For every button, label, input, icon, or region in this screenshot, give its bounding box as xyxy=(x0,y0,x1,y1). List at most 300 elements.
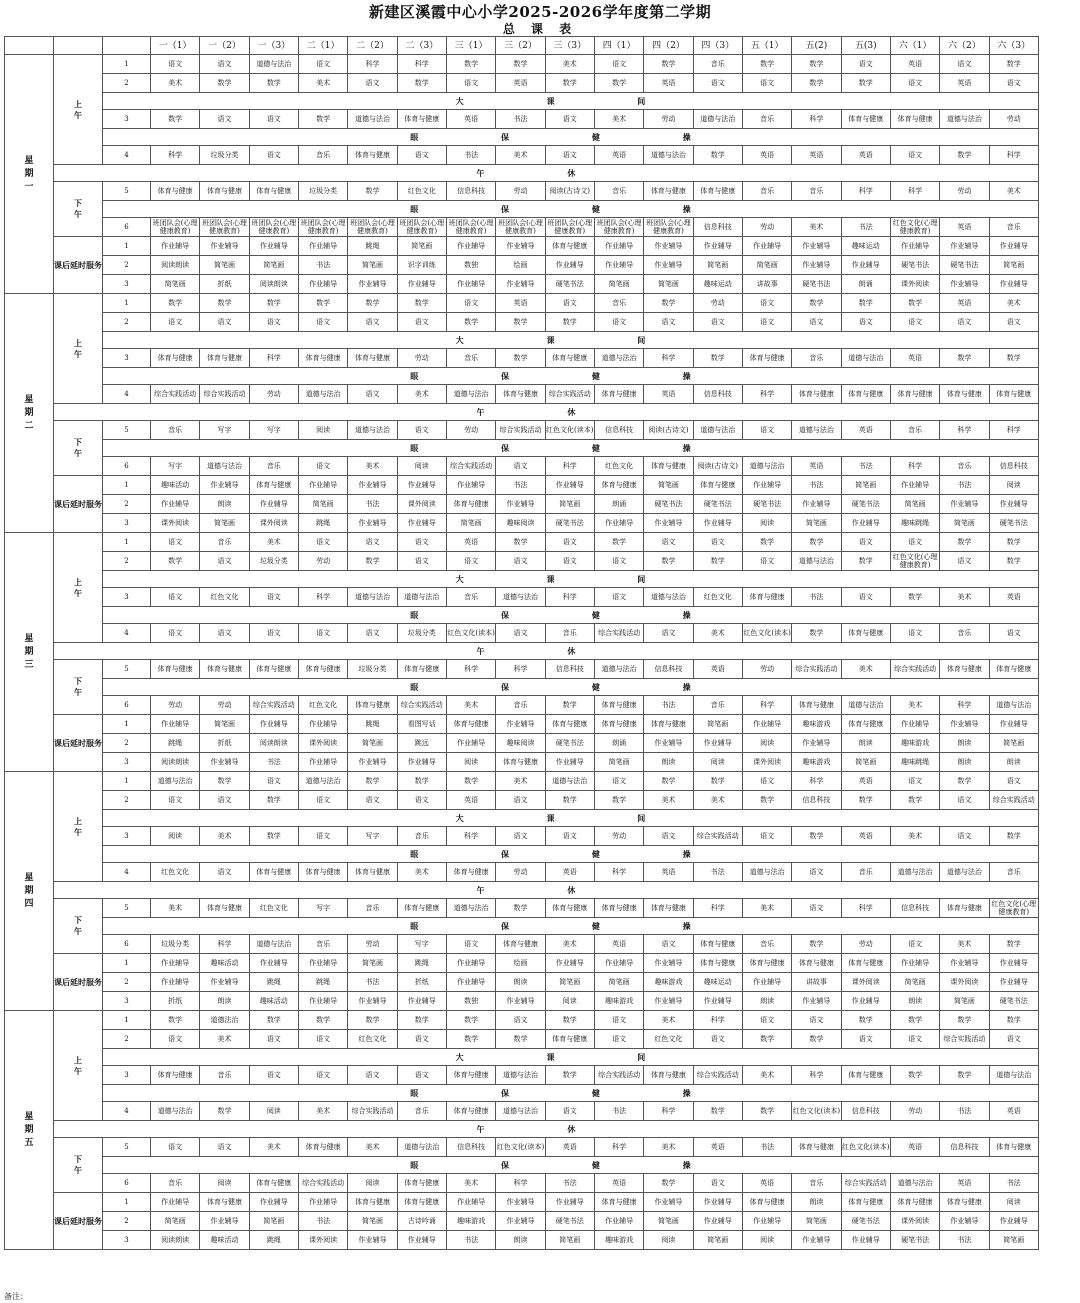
lesson-cell: 语文 xyxy=(742,827,791,846)
lesson-cell: 红色文化 xyxy=(298,696,347,715)
lesson-cell: 语文 xyxy=(989,772,1038,791)
lesson-cell: 阅读 xyxy=(644,1231,693,1250)
period-number: 3 xyxy=(103,514,151,533)
lesson-cell: 跳绳 xyxy=(348,237,397,256)
lesson-cell: 绘画 xyxy=(496,954,545,973)
lesson-cell: 体育与健康 xyxy=(841,624,890,643)
lesson-cell: 语文 xyxy=(594,55,643,74)
lesson-cell: 科学 xyxy=(151,146,200,165)
lesson-cell: 体育与健康 xyxy=(742,1193,791,1212)
lesson-cell: 识字训练 xyxy=(397,256,446,275)
lesson-cell: 科学 xyxy=(298,588,347,607)
lesson-cell: 体育与健康 xyxy=(397,660,446,679)
lesson-cell: 语文 xyxy=(151,1138,200,1157)
lesson-cell: 英语 xyxy=(594,935,643,954)
lesson-cell: 跳远 xyxy=(397,734,446,753)
lesson-cell: 作业辅导 xyxy=(298,753,347,772)
lesson-cell: 课外阅读 xyxy=(890,275,939,294)
lesson-cell: 数学 xyxy=(545,696,594,715)
lesson-cell: 体育与健康 xyxy=(151,1066,200,1085)
lesson-cell: 讲故事 xyxy=(792,973,841,992)
period-number: 2 xyxy=(103,973,151,992)
lesson-cell: 趣味阅读 xyxy=(496,734,545,753)
lesson-cell: 语文 xyxy=(151,588,200,607)
break-label: 眼 保 健 操 xyxy=(103,201,1039,218)
lesson-cell: 数学 xyxy=(890,588,939,607)
lesson-cell: 体育与健康 xyxy=(841,954,890,973)
lesson-cell: 作业辅导 xyxy=(989,237,1038,256)
period-number: 1 xyxy=(103,1193,151,1212)
lesson-cell: 红色文化(心理健康教育) xyxy=(989,899,1038,918)
class-header: 一（3） xyxy=(249,37,298,55)
lesson-cell: 作业辅导 xyxy=(545,1193,594,1212)
lesson-cell: 劳动 xyxy=(940,182,989,201)
lesson-cell: 数学 xyxy=(594,533,643,552)
lesson-cell: 班团队会(心理健康教育) xyxy=(298,218,347,237)
lesson-cell: 硬笔书法 xyxy=(545,1212,594,1231)
lesson-cell: 体育与健康 xyxy=(496,385,545,404)
lesson-cell: 语文 xyxy=(496,457,545,476)
lesson-cell: 作业辅导 xyxy=(841,992,890,1011)
lesson-cell: 班团队会(心理健康教育) xyxy=(348,218,397,237)
lesson-cell: 简笔画 xyxy=(594,753,643,772)
period-row xyxy=(5,1231,1039,1250)
lesson-cell: 趣味活动 xyxy=(151,476,200,495)
session-label-pm: 下 午 xyxy=(54,182,103,237)
lesson-cell: 语文 xyxy=(644,533,693,552)
lesson-cell: 道德与法治 xyxy=(249,55,298,74)
lesson-cell: 语文 xyxy=(890,624,939,643)
lesson-cell: 数学 xyxy=(397,74,446,93)
lesson-cell: 道德与法治 xyxy=(989,1066,1038,1085)
lesson-cell: 综合实践活动 xyxy=(890,660,939,679)
lesson-cell: 体育与健康 xyxy=(397,1193,446,1212)
lesson-cell: 作业辅导 xyxy=(940,237,989,256)
lesson-cell: 综合实践活动 xyxy=(693,827,742,846)
lesson-cell: 道德与法治 xyxy=(446,899,495,918)
lesson-cell: 英语 xyxy=(742,1174,791,1193)
lesson-cell: 语文 xyxy=(298,533,347,552)
lesson-cell: 体育与健康 xyxy=(594,899,643,918)
period-number: 2 xyxy=(103,552,151,571)
lesson-cell: 作业辅导 xyxy=(693,1193,742,1212)
period-row xyxy=(5,421,1039,440)
lesson-cell: 数学 xyxy=(890,1066,939,1085)
lesson-cell: 体育与健康 xyxy=(151,182,200,201)
lesson-cell: 书法 xyxy=(940,476,989,495)
lesson-cell: 科学 xyxy=(594,1138,643,1157)
lesson-cell: 简笔画 xyxy=(989,256,1038,275)
lesson-cell: 综合实践活动 xyxy=(545,385,594,404)
master-timetable xyxy=(4,36,1039,1250)
lesson-cell: 古诗吟诵 xyxy=(397,1212,446,1231)
lesson-cell: 作业辅导 xyxy=(792,992,841,1011)
lesson-cell: 综合实践活动 xyxy=(151,385,200,404)
lesson-cell: 硬笔书法 xyxy=(792,275,841,294)
lesson-cell: 硬笔书法 xyxy=(989,514,1038,533)
lesson-cell: 作业辅导 xyxy=(644,954,693,973)
lesson-cell: 英语 xyxy=(841,772,890,791)
lesson-cell: 趣味运动 xyxy=(693,973,742,992)
session-label-after-school: 课后延时服务 xyxy=(54,954,103,1011)
lesson-cell: 数学 xyxy=(594,74,643,93)
lesson-cell: 简笔画 xyxy=(890,495,939,514)
lesson-cell: 体育与健康 xyxy=(151,349,200,368)
lesson-cell: 简笔画 xyxy=(397,237,446,256)
lesson-cell: 英语 xyxy=(890,1138,939,1157)
lesson-cell: 语文 xyxy=(545,294,594,313)
lesson-cell: 美术 xyxy=(742,1066,791,1085)
lesson-cell: 道德与法治 xyxy=(940,110,989,129)
lesson-cell: 数学 xyxy=(446,1030,495,1049)
lesson-cell: 语文 xyxy=(594,1030,643,1049)
lesson-cell: 作业辅导 xyxy=(200,753,249,772)
lesson-cell: 语文 xyxy=(151,55,200,74)
period-number: 2 xyxy=(103,1030,151,1049)
lesson-cell: 语文 xyxy=(298,55,347,74)
lesson-cell: 语文 xyxy=(940,313,989,332)
lesson-cell: 英语 xyxy=(940,218,989,237)
lesson-cell: 课外阅读 xyxy=(151,514,200,533)
period-number: 1 xyxy=(103,294,151,313)
lesson-cell: 数学 xyxy=(397,1011,446,1030)
lesson-cell: 简笔画 xyxy=(446,514,495,533)
lesson-cell: 综合实践活动 xyxy=(841,1174,890,1193)
lesson-cell: 道德与法治 xyxy=(594,660,643,679)
period-row xyxy=(5,275,1039,294)
lesson-cell: 简笔画 xyxy=(545,1231,594,1250)
lesson-cell: 硬笔书法 xyxy=(545,514,594,533)
lesson-cell: 作业辅导 xyxy=(151,715,200,734)
lesson-cell: 作业辅导 xyxy=(841,256,890,275)
lesson-cell: 体育与健康 xyxy=(644,1066,693,1085)
lesson-cell: 美术 xyxy=(446,1174,495,1193)
lesson-cell: 简笔画 xyxy=(644,275,693,294)
break-row xyxy=(5,571,1039,588)
lesson-cell: 综合实践活动 xyxy=(693,1066,742,1085)
lesson-cell: 课外阅读 xyxy=(298,1231,347,1250)
lesson-cell: 英语 xyxy=(594,1174,643,1193)
lesson-cell: 体育与健康 xyxy=(841,715,890,734)
lesson-cell: 班团队会(心理健康教育) xyxy=(249,218,298,237)
lesson-cell: 跳绳 xyxy=(249,1231,298,1250)
lesson-cell: 科学 xyxy=(348,55,397,74)
lesson-cell: 体育与健康 xyxy=(693,935,742,954)
lesson-cell: 语文 xyxy=(446,552,495,571)
lesson-cell: 作业辅导 xyxy=(989,715,1038,734)
period-row xyxy=(5,1174,1039,1193)
period-number: 6 xyxy=(103,935,151,954)
lesson-cell: 数学 xyxy=(742,533,791,552)
period-row xyxy=(5,588,1039,607)
lesson-cell: 作业辅导 xyxy=(644,992,693,1011)
lesson-cell: 趣味游戏 xyxy=(594,1231,643,1250)
lunch-row xyxy=(5,1121,1039,1138)
lesson-cell: 作业辅导 xyxy=(890,476,939,495)
lesson-cell: 课外阅读 xyxy=(890,1212,939,1231)
lesson-cell: 语文 xyxy=(841,588,890,607)
lesson-cell: 作业辅导 xyxy=(693,237,742,256)
lesson-cell: 简笔画 xyxy=(644,476,693,495)
lesson-cell: 作业辅导 xyxy=(594,256,643,275)
period-number: 5 xyxy=(103,1138,151,1157)
lesson-cell: 语文 xyxy=(545,146,594,165)
lesson-cell: 语文 xyxy=(496,791,545,810)
lesson-cell: 语文 xyxy=(298,1066,347,1085)
lesson-cell: 硬笔书法 xyxy=(693,495,742,514)
lesson-cell: 数学 xyxy=(200,294,249,313)
lesson-cell: 书法 xyxy=(446,1231,495,1250)
lesson-cell: 阅读 xyxy=(397,457,446,476)
lesson-cell: 作业辅导 xyxy=(249,954,298,973)
class-header: 二（3） xyxy=(397,37,446,55)
lesson-cell: 书法 xyxy=(940,1231,989,1250)
corner-cell xyxy=(103,37,151,55)
lesson-cell: 数学 xyxy=(249,74,298,93)
lesson-cell: 道德与法治 xyxy=(693,421,742,440)
lesson-cell: 作业辅导 xyxy=(940,275,989,294)
lesson-cell: 体育与健康 xyxy=(249,660,298,679)
lesson-cell: 趣味运动 xyxy=(841,237,890,256)
lesson-cell: 数学 xyxy=(989,935,1038,954)
lesson-cell: 数学 xyxy=(348,772,397,791)
lesson-cell: 道德与法治 xyxy=(348,110,397,129)
lesson-cell: 语文 xyxy=(742,294,791,313)
lesson-cell: 简笔画 xyxy=(693,715,742,734)
lesson-cell: 数学 xyxy=(200,74,249,93)
lesson-cell: 语文 xyxy=(989,313,1038,332)
lesson-cell: 语文 xyxy=(496,624,545,643)
lesson-cell: 趣味游戏 xyxy=(792,753,841,772)
lesson-cell: 数学 xyxy=(249,791,298,810)
lesson-cell: 劳动 xyxy=(446,421,495,440)
lesson-cell: 科学 xyxy=(940,696,989,715)
lesson-cell: 作业辅导 xyxy=(298,275,347,294)
lesson-cell: 美术 xyxy=(496,146,545,165)
lunch-row xyxy=(5,882,1039,899)
break-row xyxy=(5,93,1039,110)
lesson-cell: 阅读(古诗文) xyxy=(693,457,742,476)
lesson-cell: 英语 xyxy=(496,74,545,93)
break-row xyxy=(5,1049,1039,1066)
lunch-label: 午 休 xyxy=(54,404,1039,421)
lesson-cell: 劳动 xyxy=(200,696,249,715)
lesson-cell: 综合实践活动 xyxy=(446,457,495,476)
break-row xyxy=(5,679,1039,696)
lesson-cell: 音乐 xyxy=(249,457,298,476)
lesson-cell: 作业辅导 xyxy=(496,1193,545,1212)
lesson-cell: 写字 xyxy=(249,421,298,440)
lesson-cell: 语文 xyxy=(989,624,1038,643)
lesson-cell: 作业辅导 xyxy=(151,237,200,256)
lesson-cell: 阅读 xyxy=(989,1193,1038,1212)
lesson-cell: 语文 xyxy=(545,533,594,552)
lesson-cell: 简笔画 xyxy=(989,1231,1038,1250)
lesson-cell: 语文 xyxy=(151,1030,200,1049)
lesson-cell: 作业辅导 xyxy=(298,715,347,734)
lesson-cell: 趣味跳绳 xyxy=(890,514,939,533)
lesson-cell: 朗读 xyxy=(200,992,249,1011)
lesson-cell: 信息科技 xyxy=(890,899,939,918)
lesson-cell: 朗读 xyxy=(644,753,693,772)
lesson-cell: 道德与法治 xyxy=(446,385,495,404)
lesson-cell: 体育与健康 xyxy=(644,899,693,918)
period-number: 2 xyxy=(103,791,151,810)
session-label-after-school: 课后延时服务 xyxy=(54,476,103,533)
lesson-cell: 数学 xyxy=(792,827,841,846)
lesson-cell: 体育与健康 xyxy=(397,110,446,129)
lesson-cell: 科学 xyxy=(397,55,446,74)
lesson-cell: 红色文化 xyxy=(151,863,200,882)
session-label-am: 上 午 xyxy=(54,533,103,643)
lesson-cell: 音乐 xyxy=(545,624,594,643)
lesson-cell: 美术 xyxy=(545,935,594,954)
lesson-cell: 简笔画 xyxy=(249,1212,298,1231)
lesson-cell: 数学 xyxy=(792,624,841,643)
lesson-cell: 数学 xyxy=(792,935,841,954)
period-number: 2 xyxy=(103,1212,151,1231)
lesson-cell: 数学 xyxy=(644,294,693,313)
lesson-cell: 体育与健康 xyxy=(348,696,397,715)
break-label: 眼 保 健 操 xyxy=(103,918,1039,935)
lesson-cell: 美术 xyxy=(890,696,939,715)
lesson-cell: 体育与健康 xyxy=(890,385,939,404)
lesson-cell: 语文 xyxy=(890,74,939,93)
lesson-cell: 垃圾分类 xyxy=(249,552,298,571)
lesson-cell: 体育与健康 xyxy=(397,1174,446,1193)
period-number: 3 xyxy=(103,588,151,607)
lesson-cell: 语文 xyxy=(792,863,841,882)
period-row xyxy=(5,533,1039,552)
lesson-cell: 折纸 xyxy=(397,973,446,992)
lesson-cell: 语文 xyxy=(397,1066,446,1085)
break-row xyxy=(5,129,1039,146)
lesson-cell: 作业辅导 xyxy=(200,1212,249,1231)
break-label: 大 课 间 xyxy=(103,332,1039,349)
lesson-cell: 英语 xyxy=(545,1138,594,1157)
lesson-cell: 作业辅导 xyxy=(200,476,249,495)
lesson-cell: 语文 xyxy=(693,74,742,93)
lesson-cell: 英语 xyxy=(841,146,890,165)
lesson-cell: 语文 xyxy=(693,1030,742,1049)
lesson-cell: 科学 xyxy=(545,457,594,476)
lesson-cell: 数学 xyxy=(298,1011,347,1030)
lesson-cell: 趣味运动 xyxy=(693,275,742,294)
lesson-cell: 班团队会(心理健康教育) xyxy=(496,218,545,237)
lesson-cell: 体育与健康 xyxy=(446,1102,495,1121)
lesson-cell: 数学 xyxy=(742,55,791,74)
lesson-cell: 英语 xyxy=(792,146,841,165)
lesson-cell: 简笔画 xyxy=(841,476,890,495)
lesson-cell: 书法 xyxy=(298,256,347,275)
lesson-cell: 语文 xyxy=(200,110,249,129)
class-header: 三（2） xyxy=(496,37,545,55)
lesson-cell: 语文 xyxy=(200,624,249,643)
lesson-cell: 朗读 xyxy=(940,753,989,772)
period-number: 2 xyxy=(103,734,151,753)
lesson-cell: 语文 xyxy=(348,385,397,404)
lesson-cell: 朗读 xyxy=(200,495,249,514)
lesson-cell: 作业辅导 xyxy=(397,992,446,1011)
lesson-cell: 科学 xyxy=(496,660,545,679)
lesson-cell: 数学 xyxy=(940,1011,989,1030)
lesson-cell: 综合实践活动 xyxy=(200,385,249,404)
lesson-cell: 语文 xyxy=(200,863,249,882)
break-row xyxy=(5,332,1039,349)
lesson-cell: 英语 xyxy=(693,660,742,679)
lesson-cell: 数学 xyxy=(841,791,890,810)
lesson-cell: 道德与法治 xyxy=(792,552,841,571)
lesson-cell: 硬笔书法 xyxy=(644,495,693,514)
lesson-cell: 体育与健康 xyxy=(693,954,742,973)
lesson-cell: 音乐 xyxy=(298,935,347,954)
lesson-cell: 体育与健康 xyxy=(298,863,347,882)
period-row xyxy=(5,624,1039,643)
lesson-cell: 硬笔书法 xyxy=(989,992,1038,1011)
period-row xyxy=(5,514,1039,533)
lesson-cell: 体育与健康 xyxy=(841,1193,890,1212)
lesson-cell: 作业辅导 xyxy=(792,256,841,275)
lesson-cell: 简笔画 xyxy=(151,1212,200,1231)
lesson-cell: 书法 xyxy=(792,476,841,495)
lesson-cell: 折纸 xyxy=(151,992,200,1011)
lesson-cell: 综合实践活动 xyxy=(249,696,298,715)
lunch-label: 午 休 xyxy=(54,1121,1039,1138)
lesson-cell: 作业辅导 xyxy=(496,992,545,1011)
lesson-cell: 科学 xyxy=(693,1011,742,1030)
lesson-cell: 简笔画 xyxy=(200,514,249,533)
lesson-cell: 作业辅导 xyxy=(151,954,200,973)
break-label: 大 课 间 xyxy=(103,810,1039,827)
lesson-cell: 体育与健康 xyxy=(348,146,397,165)
period-number: 1 xyxy=(103,954,151,973)
lesson-cell: 朗读 xyxy=(496,1231,545,1250)
lunch-row xyxy=(5,643,1039,660)
lesson-cell: 音乐 xyxy=(742,182,791,201)
lesson-cell: 体育与健康 xyxy=(742,954,791,973)
lesson-cell: 数学 xyxy=(397,294,446,313)
lesson-cell: 课外阅读 xyxy=(249,514,298,533)
period-row xyxy=(5,294,1039,313)
lesson-cell: 红色文化(读本) xyxy=(496,1138,545,1157)
lesson-cell: 道德与法治 xyxy=(496,1066,545,1085)
break-label: 眼 保 健 操 xyxy=(103,1085,1039,1102)
lesson-cell: 英语 xyxy=(644,385,693,404)
lesson-cell: 作业辅导 xyxy=(989,954,1038,973)
lesson-cell: 音乐 xyxy=(298,146,347,165)
lesson-cell: 音乐 xyxy=(940,624,989,643)
lesson-cell: 数学 xyxy=(249,1011,298,1030)
session-label-am: 上 午 xyxy=(54,294,103,404)
lesson-cell: 数学 xyxy=(940,1066,989,1085)
lesson-cell: 书法 xyxy=(989,1174,1038,1193)
lesson-cell: 朗读 xyxy=(792,1193,841,1212)
lesson-cell: 数学 xyxy=(940,772,989,791)
lesson-cell: 作业辅导 xyxy=(841,1231,890,1250)
lesson-cell: 体育与健康 xyxy=(446,715,495,734)
period-row xyxy=(5,696,1039,715)
lesson-cell: 语文 xyxy=(594,772,643,791)
lesson-cell: 跳绳 xyxy=(298,973,347,992)
lesson-cell: 作业辅导 xyxy=(348,514,397,533)
lesson-cell: 作业辅导 xyxy=(693,734,742,753)
lesson-cell: 朗读 xyxy=(496,973,545,992)
period-row xyxy=(5,827,1039,846)
lesson-cell: 作业辅导 xyxy=(644,514,693,533)
lesson-cell: 数学 xyxy=(545,74,594,93)
period-number: 4 xyxy=(103,1102,151,1121)
lesson-cell: 语文 xyxy=(890,533,939,552)
